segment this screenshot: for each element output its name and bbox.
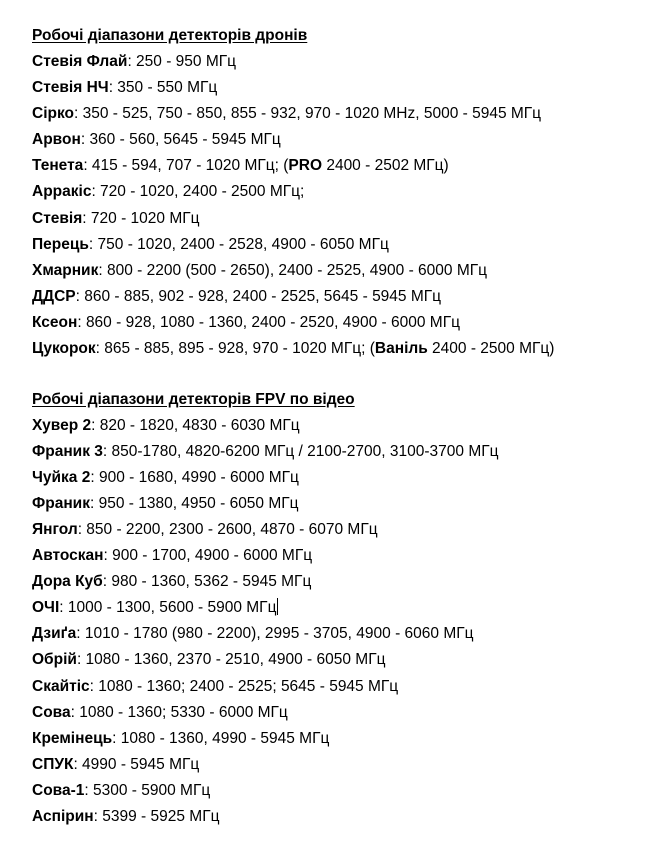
detector-ranges: : 750 - 1020, 2400 - 2528, 4900 - 6050 МГц — [88, 235, 389, 253]
drone-detector-row — [32, 75, 641, 101]
detector-name: Перець — [32, 235, 89, 253]
detector-variant-ranges: 2400 - 2502 МГц) — [322, 157, 449, 175]
detector-name: Сова-1 — [32, 781, 85, 799]
drone-detector-list — [32, 49, 641, 362]
detector-variant-name: Ваніль — [374, 340, 428, 358]
fpv-detector-row — [32, 465, 641, 491]
drone-detector-row — [32, 127, 641, 153]
detector-name: Хмарник — [32, 261, 99, 279]
detector-name: Стевія Флай — [32, 53, 128, 70]
detector-name: Стевія — [32, 209, 83, 227]
detector-ranges: : 1010 - 1780 (980 - 2200), 2995 - 3705, 4900 - 6060 МГц — [76, 625, 474, 643]
detector-ranges: : 1080 - 1360; 2400 - 2525; 5645 - 5945 МГц — [89, 677, 399, 695]
drone-detector-row — [32, 206, 641, 232]
fpv-detectors-section — [32, 387, 641, 831]
detector-ranges: : 850-1780, 4820-6200 МГц / 2100-2700, 3100-3700 МГц — [102, 442, 499, 460]
detector-name: Дзиґа — [32, 625, 77, 643]
fpv-detector-row — [32, 621, 641, 647]
detector-name: Тенета — [32, 157, 84, 175]
detector-ranges: : 850 - 2200, 2300 - 2600, 4870 - 6070 МГц — [77, 521, 378, 538]
detector-name: Арракіс — [32, 183, 92, 201]
detector-ranges: : 900 - 1680, 4990 - 6000 МГц — [90, 468, 299, 486]
drone-detector-row — [32, 179, 641, 205]
detector-ranges: : 5300 - 5900 МГц — [84, 781, 211, 799]
detector-name: Янгол — [32, 521, 78, 538]
fpv-detector-row — [32, 413, 641, 439]
detector-ranges: : 860 - 928, 1080 - 1360, 2400 - 2520, 4900 - 6000 МГц — [77, 313, 460, 331]
detector-name: Стевія НЧ — [32, 79, 109, 97]
text-cursor — [277, 598, 278, 615]
fpv-detector-row — [32, 752, 641, 778]
fpv-detector-row — [32, 726, 641, 752]
fpv-detector-row — [32, 491, 641, 517]
detector-name: Ксеон — [32, 313, 78, 331]
fpv-detector-row — [32, 700, 641, 726]
detector-ranges: : 1080 - 1360; 5330 - 6000 МГц — [70, 703, 288, 721]
fpv-section-heading: Робочі діапазони детекторів FPV по відео — [32, 390, 355, 408]
drone-detectors-section — [32, 23, 641, 362]
detector-name: ОЧІ — [32, 599, 60, 617]
detector-name: Обрій — [32, 651, 77, 669]
detector-name: Цукорок — [32, 340, 96, 358]
drone-detector-row — [32, 284, 641, 310]
detector-name: СПУК — [32, 755, 74, 773]
fpv-detector-row — [32, 517, 641, 543]
detector-name: Сова — [32, 703, 71, 721]
detector-name: ДДСР — [32, 287, 76, 305]
detector-ranges: : 415 - 594, 707 - 1020 МГц; ( — [83, 157, 289, 175]
drone-detector-row — [32, 49, 641, 75]
detector-ranges: : 950 - 1380, 4950 - 6050 МГц — [89, 494, 299, 512]
fpv-detector-row — [32, 595, 641, 621]
detector-ranges: : 350 - 525, 750 - 850, 855 - 932, 970 - 1020 MHz, 5000 - 5945 МГц — [74, 105, 542, 123]
detector-name: Сірко — [32, 105, 74, 123]
fpv-detector-row — [32, 569, 641, 595]
fpv-detector-row — [32, 804, 641, 830]
detector-ranges: : 720 - 1020 МГц — [82, 209, 200, 227]
fpv-detector-row — [32, 543, 641, 569]
detector-name: Франик 3 — [32, 442, 103, 460]
drone-detector-row — [32, 232, 641, 258]
detector-ranges: : 980 - 1360, 5362 - 5945 МГц — [102, 573, 312, 591]
detector-ranges: : 865 - 885, 895 - 928, 970 - 1020 МГц; ( — [95, 340, 375, 358]
detector-ranges: : 1080 - 1360, 4990 - 5945 МГц — [112, 729, 330, 747]
detector-ranges: : 5399 - 5925 МГц — [93, 808, 220, 826]
detector-name: Дора Куб — [32, 573, 103, 591]
fpv-detector-row — [32, 778, 641, 804]
detector-name: Арвон — [32, 131, 81, 149]
detector-name: Автоскан — [32, 547, 104, 565]
detector-ranges: : 800 - 2200 (500 - 2650), 2400 - 2525, 4900 - 6000 МГц — [98, 261, 488, 279]
detector-ranges: : 1080 - 1360, 2370 - 2510, 4900 - 6050 МГц — [76, 651, 386, 669]
drone-detector-row — [32, 258, 641, 284]
detector-ranges: : 350 - 550 МГц — [108, 79, 218, 97]
detector-name: Чуйка 2 — [32, 468, 91, 486]
drone-detector-row — [32, 336, 641, 362]
detector-ranges: : 250 - 950 МГц — [127, 53, 237, 70]
document-page — [32, 23, 641, 830]
fpv-detector-row — [32, 674, 641, 700]
fpv-detector-row — [32, 647, 641, 673]
detector-ranges: : 820 - 1820, 4830 - 6030 МГц — [91, 416, 300, 434]
drone-section-heading: Робочі діапазони детекторів дронів — [32, 27, 308, 44]
fpv-detector-list — [32, 413, 641, 831]
detector-ranges: : 4990 - 5945 МГц — [73, 755, 200, 773]
detector-name: Кремінець — [32, 729, 113, 747]
detector-name: Аспірин — [32, 808, 94, 826]
detector-ranges: : 360 - 560, 5645 - 5945 МГц — [80, 131, 281, 149]
detector-name: Франик — [32, 494, 90, 512]
detector-name: Скайтіс — [32, 677, 90, 695]
detector-ranges: : 860 - 885, 902 - 928, 2400 - 2525, 5645 - 5945 МГц — [75, 287, 442, 305]
detector-variant-ranges: 2400 - 2500 МГц) — [427, 340, 555, 358]
fpv-detector-row — [32, 439, 641, 465]
detector-variant-name: PRO — [288, 157, 323, 175]
detector-ranges: : 1000 - 1300, 5600 - 5900 МГц — [59, 599, 277, 617]
detector-name: Хувер 2 — [32, 416, 92, 434]
detector-ranges: : 720 - 1020, 2400 - 2500 МГц; — [91, 183, 305, 201]
drone-detector-row — [32, 310, 641, 336]
detector-ranges: : 900 - 1700, 4900 - 6000 МГц — [103, 547, 313, 565]
drone-detector-row — [32, 153, 641, 179]
drone-detector-row — [32, 101, 641, 127]
